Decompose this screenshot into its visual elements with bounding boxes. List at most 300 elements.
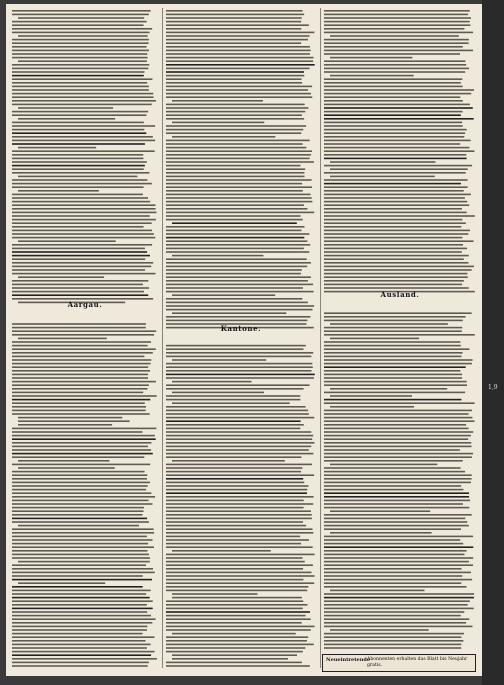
text-line-53 bbox=[166, 201, 312, 203]
text-line-158 bbox=[324, 597, 474, 599]
text-line-98 bbox=[166, 377, 314, 379]
text-line-130 bbox=[166, 492, 307, 494]
text-line-111 bbox=[12, 428, 156, 430]
text-line-177 bbox=[166, 662, 302, 664]
text-line-85 bbox=[12, 334, 154, 336]
text-line-40 bbox=[324, 154, 466, 156]
text-line-110 bbox=[324, 424, 466, 426]
text-line-99 bbox=[324, 384, 467, 386]
text-line-76 bbox=[166, 284, 313, 286]
text-line-133 bbox=[324, 507, 469, 509]
text-line-72 bbox=[166, 269, 302, 271]
text-line-165 bbox=[324, 622, 466, 624]
text-line-13 bbox=[12, 57, 148, 59]
text-line-22 bbox=[166, 89, 308, 91]
text-line-153 bbox=[166, 575, 315, 577]
text-line-86 bbox=[18, 338, 107, 340]
text-line-26 bbox=[166, 104, 305, 106]
text-line-42 bbox=[12, 161, 147, 163]
text-line-56 bbox=[12, 212, 157, 214]
text-line-19 bbox=[324, 78, 462, 80]
text-line-24 bbox=[12, 96, 154, 98]
text-line-28 bbox=[324, 111, 463, 113]
text-line-87 bbox=[324, 341, 460, 343]
text-line-68 bbox=[12, 255, 150, 257]
text-line-58 bbox=[324, 219, 462, 221]
text-line-78 bbox=[166, 291, 314, 293]
text-line-162 bbox=[166, 608, 303, 610]
text-line-87 bbox=[12, 341, 151, 343]
text-line-176 bbox=[12, 662, 149, 664]
text-line-30 bbox=[166, 118, 304, 120]
text-line-72 bbox=[12, 269, 145, 271]
text-line-79 bbox=[324, 312, 472, 314]
text-line-159 bbox=[172, 597, 302, 599]
text-line-95 bbox=[324, 370, 460, 372]
text-line-79 bbox=[12, 294, 148, 296]
text-line-93 bbox=[12, 363, 151, 365]
text-line-12 bbox=[12, 53, 147, 55]
text-line-56 bbox=[166, 212, 314, 214]
text-line-90 bbox=[166, 348, 304, 350]
text-line-135 bbox=[166, 510, 311, 512]
text-line-148 bbox=[18, 561, 150, 563]
text-line-95 bbox=[166, 366, 313, 368]
text-line-128 bbox=[324, 489, 463, 491]
text-line-72 bbox=[324, 269, 472, 271]
text-line-25 bbox=[12, 100, 156, 102]
text-line-40 bbox=[166, 154, 311, 156]
text-line-116 bbox=[12, 446, 148, 448]
text-line-62 bbox=[12, 233, 154, 235]
text-line-70 bbox=[324, 262, 469, 264]
margin-fragment: 1,9 bbox=[488, 384, 498, 391]
text-line-154 bbox=[324, 582, 461, 584]
text-line-167 bbox=[12, 629, 147, 631]
text-line-109 bbox=[18, 420, 130, 422]
text-line-10 bbox=[12, 46, 147, 48]
text-line-133 bbox=[12, 507, 144, 509]
text-line-117 bbox=[166, 446, 311, 448]
text-line-37 bbox=[324, 143, 460, 145]
text-line-14 bbox=[324, 60, 465, 62]
text-line-138 bbox=[18, 525, 139, 527]
text-line-64 bbox=[18, 240, 116, 242]
text-line-22 bbox=[324, 89, 474, 91]
text-line-71 bbox=[166, 266, 307, 268]
text-line-8 bbox=[166, 39, 308, 41]
text-line-66 bbox=[12, 248, 145, 250]
text-line-101 bbox=[166, 388, 304, 390]
text-line-114 bbox=[324, 438, 468, 440]
text-line-123 bbox=[12, 471, 145, 473]
text-line-134 bbox=[330, 510, 430, 512]
text-line-29 bbox=[324, 114, 461, 116]
text-line-171 bbox=[12, 644, 151, 646]
text-line-80 bbox=[324, 316, 466, 318]
text-line-161 bbox=[12, 608, 153, 610]
text-line-6 bbox=[12, 32, 150, 34]
text-line-82 bbox=[330, 323, 448, 325]
text-line-34 bbox=[166, 132, 301, 134]
text-line-167 bbox=[166, 626, 315, 628]
text-line-125 bbox=[12, 478, 147, 480]
text-line-138 bbox=[324, 525, 469, 527]
text-line-84 bbox=[172, 312, 286, 314]
text-line-75 bbox=[166, 280, 308, 282]
text-line-146 bbox=[324, 554, 465, 556]
text-line-46 bbox=[330, 176, 435, 178]
text-line-45 bbox=[166, 172, 304, 174]
column-rule-1 bbox=[162, 8, 163, 668]
text-line-80 bbox=[166, 298, 302, 300]
text-line-88 bbox=[12, 345, 148, 347]
text-line-1 bbox=[324, 14, 468, 16]
text-line-45 bbox=[12, 172, 149, 174]
text-line-41 bbox=[324, 158, 467, 160]
text-line-141 bbox=[166, 532, 313, 534]
text-line-91 bbox=[166, 352, 313, 354]
text-line-43 bbox=[324, 165, 472, 167]
text-line-15 bbox=[12, 64, 149, 66]
text-line-124 bbox=[12, 474, 147, 476]
text-line-23 bbox=[166, 93, 311, 95]
text-line-35 bbox=[12, 136, 153, 138]
text-line-6 bbox=[166, 32, 314, 34]
text-line-66 bbox=[324, 248, 467, 250]
text-line-50 bbox=[166, 190, 303, 192]
text-line-169 bbox=[324, 636, 461, 638]
text-line-151 bbox=[166, 568, 303, 570]
text-line-19 bbox=[12, 78, 152, 80]
text-line-59 bbox=[172, 222, 297, 224]
text-line-120 bbox=[166, 456, 301, 458]
text-line-24 bbox=[324, 96, 460, 98]
text-line-7 bbox=[166, 35, 310, 37]
text-line-54 bbox=[166, 204, 304, 206]
text-line-32 bbox=[12, 125, 155, 127]
text-line-139 bbox=[166, 525, 306, 527]
text-line-145 bbox=[12, 550, 148, 552]
text-line-86 bbox=[166, 320, 307, 322]
text-line-90 bbox=[12, 352, 153, 354]
text-line-117 bbox=[12, 449, 151, 451]
text-line-120 bbox=[324, 460, 463, 462]
text-line-164 bbox=[166, 615, 306, 617]
text-line-21 bbox=[12, 86, 149, 88]
text-line-43 bbox=[166, 165, 301, 167]
text-line-103 bbox=[166, 395, 300, 397]
column-3 bbox=[324, 8, 476, 668]
text-line-112 bbox=[12, 431, 143, 433]
text-line-51 bbox=[12, 194, 143, 196]
text-line-62 bbox=[324, 233, 468, 235]
text-line-107 bbox=[324, 413, 469, 415]
text-line-150 bbox=[324, 568, 462, 570]
text-line-70 bbox=[166, 262, 311, 264]
text-line-162 bbox=[324, 611, 464, 613]
text-line-101 bbox=[12, 392, 143, 394]
text-line-8 bbox=[12, 39, 149, 41]
text-line-0 bbox=[324, 10, 470, 12]
text-line-149 bbox=[12, 564, 146, 566]
text-line-63 bbox=[12, 237, 155, 239]
text-line-157 bbox=[324, 593, 474, 595]
text-line-111 bbox=[324, 428, 469, 430]
text-line-132 bbox=[324, 503, 463, 505]
text-line-160 bbox=[12, 604, 147, 606]
text-line-48 bbox=[324, 183, 461, 185]
text-line-90 bbox=[324, 352, 463, 354]
text-line-14 bbox=[18, 60, 147, 62]
column-1-text bbox=[12, 8, 158, 668]
text-line-118 bbox=[166, 449, 309, 451]
text-line-121 bbox=[172, 460, 285, 462]
text-line-145 bbox=[324, 550, 467, 552]
text-line-60 bbox=[12, 226, 144, 228]
text-line-164 bbox=[324, 618, 469, 620]
text-line-170 bbox=[12, 640, 146, 642]
text-line-106 bbox=[324, 410, 472, 412]
text-line-10 bbox=[324, 46, 463, 48]
text-line-81 bbox=[324, 320, 463, 322]
subscription-label: Neueintretende bbox=[326, 657, 371, 663]
text-line-141 bbox=[12, 536, 147, 538]
text-line-17 bbox=[324, 71, 465, 73]
text-line-61 bbox=[324, 230, 470, 232]
text-line-113 bbox=[166, 431, 311, 433]
text-line-94 bbox=[324, 366, 466, 368]
text-line-159 bbox=[324, 600, 470, 602]
text-line-45 bbox=[324, 172, 466, 174]
text-line-50 bbox=[18, 190, 99, 192]
text-line-5 bbox=[12, 28, 152, 30]
text-line-168 bbox=[166, 629, 311, 631]
text-line-11 bbox=[166, 50, 311, 52]
text-line-115 bbox=[12, 442, 151, 444]
text-line-27 bbox=[324, 107, 473, 109]
text-line-107 bbox=[166, 410, 308, 412]
text-line-100 bbox=[330, 388, 447, 390]
text-line-68 bbox=[172, 255, 263, 257]
text-line-74 bbox=[324, 276, 468, 278]
text-line-115 bbox=[324, 442, 471, 444]
text-line-84 bbox=[324, 330, 462, 332]
text-line-17 bbox=[12, 71, 145, 73]
text-line-157 bbox=[12, 593, 146, 595]
section-ausland: Ausland. bbox=[380, 290, 420, 299]
text-line-1 bbox=[166, 14, 304, 16]
text-line-147 bbox=[12, 557, 150, 559]
text-line-31 bbox=[172, 122, 264, 124]
text-line-59 bbox=[12, 222, 152, 224]
column-2-text bbox=[166, 8, 316, 668]
text-line-54 bbox=[12, 204, 156, 206]
text-line-161 bbox=[166, 604, 308, 606]
text-line-49 bbox=[166, 186, 312, 188]
text-line-39 bbox=[166, 150, 312, 152]
text-line-148 bbox=[166, 557, 303, 559]
text-line-17 bbox=[166, 71, 304, 73]
text-line-34 bbox=[324, 132, 465, 134]
text-line-115 bbox=[166, 438, 312, 440]
text-line-143 bbox=[166, 539, 309, 541]
text-line-152 bbox=[12, 575, 143, 577]
text-line-106 bbox=[166, 406, 306, 408]
text-line-10 bbox=[166, 46, 310, 48]
text-line-18 bbox=[12, 75, 144, 77]
text-line-64 bbox=[324, 240, 474, 242]
text-line-55 bbox=[12, 208, 156, 210]
text-line-147 bbox=[324, 557, 473, 559]
text-line-25 bbox=[172, 100, 263, 102]
text-line-125 bbox=[166, 474, 314, 476]
text-line-30 bbox=[18, 118, 115, 120]
text-line-124 bbox=[166, 471, 301, 473]
text-line-97 bbox=[324, 377, 462, 379]
text-line-137 bbox=[166, 518, 312, 520]
text-line-4 bbox=[12, 24, 144, 26]
text-line-68 bbox=[324, 255, 469, 257]
text-line-130 bbox=[324, 496, 469, 498]
text-line-58 bbox=[166, 219, 303, 221]
text-line-56 bbox=[324, 212, 467, 214]
text-line-74 bbox=[18, 276, 104, 278]
text-line-126 bbox=[12, 482, 150, 484]
text-line-98 bbox=[12, 381, 156, 383]
text-line-60 bbox=[324, 226, 461, 228]
text-line-16 bbox=[166, 68, 310, 70]
text-line-33 bbox=[12, 129, 144, 131]
text-line-122 bbox=[18, 467, 115, 469]
text-line-74 bbox=[166, 276, 311, 278]
text-line-116 bbox=[324, 446, 472, 448]
text-line-89 bbox=[12, 348, 156, 350]
text-line-106 bbox=[12, 410, 146, 412]
text-line-27 bbox=[166, 107, 308, 109]
text-line-156 bbox=[166, 586, 308, 588]
text-line-38 bbox=[324, 147, 469, 149]
text-line-69 bbox=[324, 258, 464, 260]
text-line-144 bbox=[324, 546, 473, 548]
text-line-71 bbox=[12, 266, 151, 268]
text-line-18 bbox=[330, 75, 414, 77]
text-line-61 bbox=[12, 230, 152, 232]
text-line-44 bbox=[12, 168, 144, 170]
text-line-0 bbox=[166, 10, 303, 12]
text-line-100 bbox=[166, 384, 310, 386]
text-line-52 bbox=[12, 197, 148, 199]
text-line-136 bbox=[166, 514, 312, 516]
text-line-20 bbox=[12, 82, 147, 84]
text-line-73 bbox=[166, 273, 301, 275]
text-line-46 bbox=[18, 176, 137, 178]
text-line-129 bbox=[12, 492, 151, 494]
text-line-108 bbox=[324, 417, 472, 419]
text-line-142 bbox=[324, 539, 460, 541]
text-line-139 bbox=[12, 528, 154, 530]
text-line-3 bbox=[12, 21, 147, 23]
text-line-49 bbox=[324, 186, 468, 188]
text-line-132 bbox=[12, 503, 153, 505]
text-line-145 bbox=[166, 546, 313, 548]
text-line-5 bbox=[166, 28, 301, 30]
text-line-69 bbox=[166, 258, 307, 260]
text-line-82 bbox=[12, 323, 146, 325]
text-line-142 bbox=[12, 539, 153, 541]
text-line-11 bbox=[324, 50, 473, 52]
text-line-49 bbox=[12, 186, 144, 188]
text-line-73 bbox=[12, 273, 156, 275]
text-line-97 bbox=[166, 374, 315, 376]
text-line-67 bbox=[12, 251, 147, 253]
text-line-47 bbox=[324, 179, 468, 181]
text-line-54 bbox=[324, 204, 469, 206]
text-line-37 bbox=[166, 143, 303, 145]
text-line-2 bbox=[18, 17, 144, 19]
subscription-text: Abonnenten erhalten das Blatt bis Neujahr gratis. bbox=[367, 657, 468, 668]
text-line-154 bbox=[166, 579, 303, 581]
text-line-15 bbox=[166, 64, 315, 66]
text-line-110 bbox=[166, 420, 301, 422]
text-line-55 bbox=[166, 208, 307, 210]
text-line-153 bbox=[324, 579, 472, 581]
text-line-136 bbox=[12, 518, 147, 520]
text-line-175 bbox=[172, 654, 297, 656]
text-line-86 bbox=[330, 338, 419, 340]
text-line-104 bbox=[12, 402, 145, 404]
text-line-63 bbox=[166, 237, 304, 239]
text-line-21 bbox=[324, 86, 463, 88]
text-line-172 bbox=[166, 644, 314, 646]
text-line-77 bbox=[324, 287, 469, 289]
text-line-35 bbox=[172, 136, 275, 138]
text-line-149 bbox=[166, 561, 305, 563]
text-line-102 bbox=[330, 395, 412, 397]
text-line-20 bbox=[324, 82, 461, 84]
text-line-140 bbox=[12, 532, 154, 534]
text-line-77 bbox=[12, 287, 149, 289]
text-line-131 bbox=[12, 500, 149, 502]
text-line-129 bbox=[324, 492, 469, 494]
text-line-43 bbox=[12, 165, 145, 167]
text-line-169 bbox=[172, 633, 296, 635]
text-line-69 bbox=[12, 258, 145, 260]
text-line-9 bbox=[12, 42, 149, 44]
text-line-126 bbox=[324, 482, 471, 484]
text-line-172 bbox=[324, 647, 461, 649]
text-line-50 bbox=[324, 190, 464, 192]
text-line-1 bbox=[12, 14, 149, 16]
text-line-39 bbox=[324, 150, 474, 152]
section-aargau: Aargau. bbox=[67, 300, 103, 309]
text-line-146 bbox=[172, 550, 271, 552]
column-1 bbox=[12, 8, 158, 668]
text-line-135 bbox=[324, 514, 472, 516]
text-line-101 bbox=[324, 392, 465, 394]
text-line-46 bbox=[166, 176, 305, 178]
text-line-152 bbox=[324, 575, 462, 577]
text-line-119 bbox=[324, 456, 472, 458]
text-line-118 bbox=[12, 453, 153, 455]
text-line-33 bbox=[166, 129, 303, 131]
text-line-119 bbox=[166, 453, 313, 455]
text-line-160 bbox=[324, 604, 468, 606]
text-line-150 bbox=[12, 568, 153, 570]
text-line-137 bbox=[324, 521, 467, 523]
text-line-170 bbox=[324, 640, 463, 642]
text-line-96 bbox=[166, 370, 312, 372]
